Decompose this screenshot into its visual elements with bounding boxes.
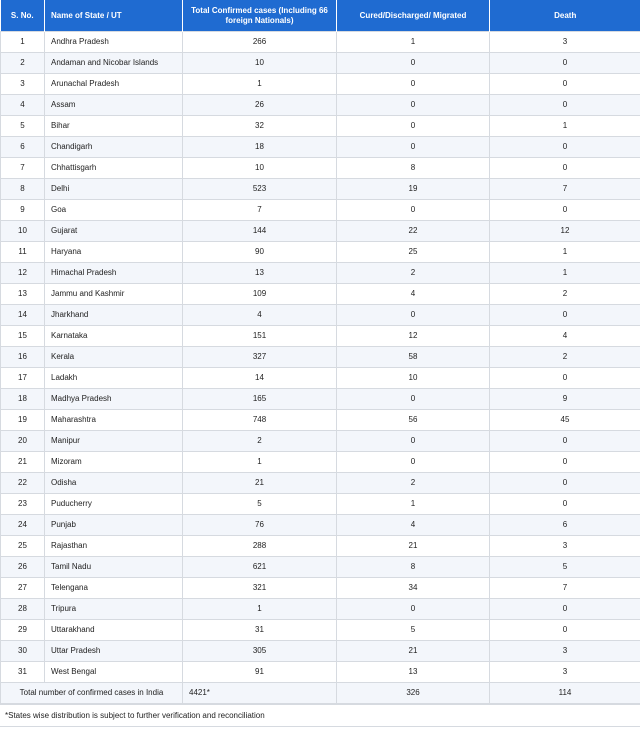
row-confirmed: 327: [183, 347, 337, 368]
header-row: [1, 0, 640, 32]
row-death: 4: [490, 326, 640, 347]
row-cured: 58: [337, 347, 490, 368]
table-row: [1, 32, 640, 53]
row-death: 5: [490, 557, 640, 578]
row-cured: 12: [337, 326, 490, 347]
row-cured: 10: [337, 368, 490, 389]
row-confirmed: 18: [183, 137, 337, 158]
total-row: [1, 683, 640, 704]
row-cured: 0: [337, 599, 490, 620]
total-death: 114: [490, 683, 640, 704]
row-death: 0: [490, 158, 640, 179]
row-state-name: Manipur: [45, 431, 183, 452]
row-confirmed: 144: [183, 221, 337, 242]
row-death: 3: [490, 641, 640, 662]
table-row: [1, 473, 640, 494]
row-confirmed: 1: [183, 74, 337, 95]
row-state-name: Himachal Pradesh: [45, 263, 183, 284]
row-state-name: Ladakh: [45, 368, 183, 389]
row-sno: 3: [1, 74, 45, 95]
row-sno: 8: [1, 179, 45, 200]
table-row: [1, 137, 640, 158]
header-sno: S. No.: [1, 0, 45, 32]
table-row: [1, 389, 640, 410]
row-confirmed: 4: [183, 305, 337, 326]
row-state-name: Tamil Nadu: [45, 557, 183, 578]
row-death: 0: [490, 53, 640, 74]
row-state-name: Chhattisgarh: [45, 158, 183, 179]
table-row: [1, 284, 640, 305]
row-state-name: Telengana: [45, 578, 183, 599]
table-row: [1, 95, 640, 116]
row-confirmed: 523: [183, 179, 337, 200]
row-state-name: Gujarat: [45, 221, 183, 242]
row-state-name: Bihar: [45, 116, 183, 137]
total-confirmed: 4421*: [183, 683, 337, 704]
row-sno: 14: [1, 305, 45, 326]
table-row: [1, 494, 640, 515]
header-death: Death: [490, 0, 640, 32]
row-state-name: Mizoram: [45, 452, 183, 473]
row-state-name: Andaman and Nicobar Islands: [45, 53, 183, 74]
table-row: [1, 452, 640, 473]
row-state-name: Chandigarh: [45, 137, 183, 158]
row-sno: 13: [1, 284, 45, 305]
row-death: 7: [490, 578, 640, 599]
header-confirmed: Total Confirmed cases (Including 66 foreign Nationals): [183, 0, 337, 32]
row-death: 12: [490, 221, 640, 242]
table-row: [1, 578, 640, 599]
row-confirmed: 1: [183, 599, 337, 620]
row-confirmed: 10: [183, 53, 337, 74]
row-state-name: Tripura: [45, 599, 183, 620]
row-death: 6: [490, 515, 640, 536]
row-state-name: West Bengal: [45, 662, 183, 683]
row-sno: 7: [1, 158, 45, 179]
row-death: 9: [490, 389, 640, 410]
row-confirmed: 266: [183, 32, 337, 53]
row-confirmed: 32: [183, 116, 337, 137]
row-death: 0: [490, 473, 640, 494]
row-confirmed: 10: [183, 158, 337, 179]
row-confirmed: 321: [183, 578, 337, 599]
row-cured: 34: [337, 578, 490, 599]
table-row: [1, 74, 640, 95]
row-confirmed: 91: [183, 662, 337, 683]
table-row: [1, 158, 640, 179]
row-state-name: Jammu and Kashmir: [45, 284, 183, 305]
row-death: 3: [490, 32, 640, 53]
row-cured: 25: [337, 242, 490, 263]
row-state-name: Punjab: [45, 515, 183, 536]
row-death: 3: [490, 536, 640, 557]
row-cured: 0: [337, 137, 490, 158]
table-body: [1, 32, 640, 704]
table-row: [1, 263, 640, 284]
row-sno: 21: [1, 452, 45, 473]
row-death: 0: [490, 200, 640, 221]
table-row: [1, 242, 640, 263]
row-death: 0: [490, 620, 640, 641]
row-sno: 26: [1, 557, 45, 578]
row-state-name: Karnataka: [45, 326, 183, 347]
table-row: [1, 641, 640, 662]
table-row: [1, 536, 640, 557]
row-death: 2: [490, 284, 640, 305]
row-cured: 0: [337, 431, 490, 452]
row-sno: 25: [1, 536, 45, 557]
table-row: [1, 515, 640, 536]
row-death: 7: [490, 179, 640, 200]
row-confirmed: 1: [183, 452, 337, 473]
row-sno: 24: [1, 515, 45, 536]
row-sno: 30: [1, 641, 45, 662]
table-row: [1, 620, 640, 641]
table-row: [1, 662, 640, 683]
row-cured: 0: [337, 452, 490, 473]
table-row: [1, 347, 640, 368]
row-state-name: Uttar Pradesh: [45, 641, 183, 662]
total-label: Total number of confirmed cases in India: [1, 683, 183, 704]
row-cured: 13: [337, 662, 490, 683]
row-cured: 0: [337, 74, 490, 95]
row-sno: 23: [1, 494, 45, 515]
row-confirmed: 5: [183, 494, 337, 515]
row-state-name: Puducherry: [45, 494, 183, 515]
table-row: [1, 599, 640, 620]
row-confirmed: 2: [183, 431, 337, 452]
row-confirmed: 109: [183, 284, 337, 305]
row-death: 0: [490, 431, 640, 452]
row-sno: 19: [1, 410, 45, 431]
row-cured: 0: [337, 200, 490, 221]
row-death: 0: [490, 95, 640, 116]
row-sno: 6: [1, 137, 45, 158]
row-cured: 21: [337, 641, 490, 662]
table-header: [1, 0, 640, 32]
row-death: 0: [490, 599, 640, 620]
row-confirmed: 14: [183, 368, 337, 389]
table-row: [1, 179, 640, 200]
row-state-name: Kerala: [45, 347, 183, 368]
row-sno: 27: [1, 578, 45, 599]
row-confirmed: 13: [183, 263, 337, 284]
table-row: [1, 200, 640, 221]
row-confirmed: 21: [183, 473, 337, 494]
table-row: [1, 368, 640, 389]
row-sno: 18: [1, 389, 45, 410]
row-cured: 4: [337, 515, 490, 536]
row-confirmed: 748: [183, 410, 337, 431]
row-sno: 31: [1, 662, 45, 683]
row-state-name: Goa: [45, 200, 183, 221]
row-sno: 5: [1, 116, 45, 137]
row-death: 0: [490, 74, 640, 95]
row-state-name: Assam: [45, 95, 183, 116]
row-state-name: Haryana: [45, 242, 183, 263]
footnote: *States wise distribution is subject to further verification and reconciliation: [0, 704, 640, 727]
row-state-name: Odisha: [45, 473, 183, 494]
row-cured: 0: [337, 116, 490, 137]
row-cured: 2: [337, 473, 490, 494]
row-death: 0: [490, 305, 640, 326]
row-sno: 2: [1, 53, 45, 74]
row-state-name: Andhra Pradesh: [45, 32, 183, 53]
row-cured: 56: [337, 410, 490, 431]
row-death: 2: [490, 347, 640, 368]
table-row: [1, 326, 640, 347]
row-state-name: Maharashtra: [45, 410, 183, 431]
table-row: [1, 305, 640, 326]
row-cured: 5: [337, 620, 490, 641]
row-state-name: Uttarakhand: [45, 620, 183, 641]
row-confirmed: 165: [183, 389, 337, 410]
row-confirmed: 7: [183, 200, 337, 221]
row-sno: 20: [1, 431, 45, 452]
row-death: 1: [490, 242, 640, 263]
row-death: 1: [490, 263, 640, 284]
row-death: 45: [490, 410, 640, 431]
row-cured: 8: [337, 557, 490, 578]
header-cured: Cured/Discharged/ Migrated: [337, 0, 490, 32]
total-cured: 326: [337, 683, 490, 704]
row-state-name: Arunachal Pradesh: [45, 74, 183, 95]
row-sno: 11: [1, 242, 45, 263]
row-cured: 21: [337, 536, 490, 557]
row-cured: 8: [337, 158, 490, 179]
table-row: [1, 221, 640, 242]
row-sno: 16: [1, 347, 45, 368]
row-sno: 10: [1, 221, 45, 242]
row-confirmed: 26: [183, 95, 337, 116]
row-cured: 1: [337, 32, 490, 53]
row-state-name: Delhi: [45, 179, 183, 200]
row-state-name: Jharkhand: [45, 305, 183, 326]
row-state-name: Madhya Pradesh: [45, 389, 183, 410]
row-sno: 17: [1, 368, 45, 389]
header-state: Name of State / UT: [45, 0, 183, 32]
row-cured: 22: [337, 221, 490, 242]
table-row: [1, 116, 640, 137]
row-confirmed: 305: [183, 641, 337, 662]
row-sno: 28: [1, 599, 45, 620]
row-cured: 1: [337, 494, 490, 515]
table-row: [1, 557, 640, 578]
row-confirmed: 151: [183, 326, 337, 347]
row-cured: 4: [337, 284, 490, 305]
row-sno: 15: [1, 326, 45, 347]
row-confirmed: 90: [183, 242, 337, 263]
table-row: [1, 410, 640, 431]
row-confirmed: 76: [183, 515, 337, 536]
row-cured: 0: [337, 95, 490, 116]
table-row: [1, 431, 640, 452]
row-death: 0: [490, 452, 640, 473]
row-cured: 19: [337, 179, 490, 200]
row-confirmed: 288: [183, 536, 337, 557]
row-cured: 2: [337, 263, 490, 284]
row-cured: 0: [337, 305, 490, 326]
row-confirmed: 621: [183, 557, 337, 578]
row-death: 0: [490, 368, 640, 389]
row-death: 0: [490, 137, 640, 158]
row-sno: 22: [1, 473, 45, 494]
row-cured: 0: [337, 389, 490, 410]
row-state-name: Rajasthan: [45, 536, 183, 557]
row-sno: 9: [1, 200, 45, 221]
row-cured: 0: [337, 53, 490, 74]
row-death: 3: [490, 662, 640, 683]
row-confirmed: 31: [183, 620, 337, 641]
row-sno: 12: [1, 263, 45, 284]
table-row: [1, 53, 640, 74]
row-death: 0: [490, 494, 640, 515]
row-death: 1: [490, 116, 640, 137]
row-sno: 29: [1, 620, 45, 641]
row-sno: 1: [1, 32, 45, 53]
row-sno: 4: [1, 95, 45, 116]
